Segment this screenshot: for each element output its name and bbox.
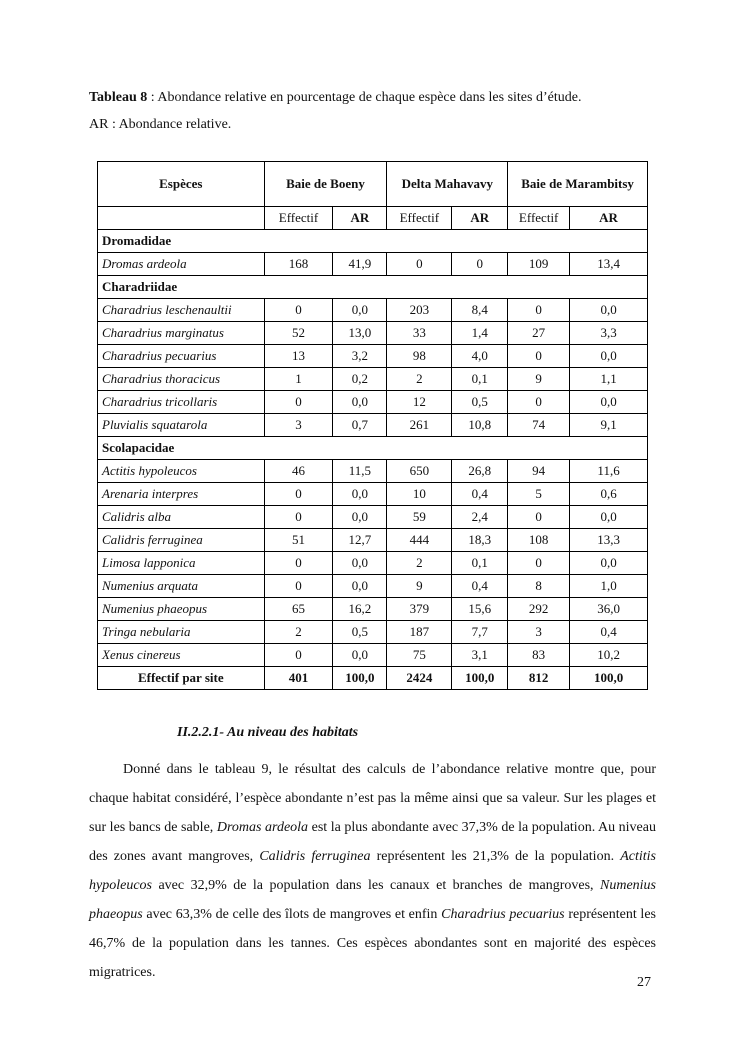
value-cell: 1 — [264, 368, 333, 391]
family-name: Scolapacidae — [98, 437, 648, 460]
table-row — [98, 552, 648, 575]
total-cell: 401 — [264, 667, 333, 690]
species-name: Pluvialis squatarola — [98, 414, 265, 437]
value-cell: 0 — [264, 391, 333, 414]
value-cell: 0,0 — [333, 644, 387, 667]
species-name: Actitis hypoleucos — [98, 460, 265, 483]
value-cell: 15,6 — [452, 598, 508, 621]
value-cell: 0 — [387, 253, 452, 276]
value-cell: 33 — [387, 322, 452, 345]
value-cell: 109 — [508, 253, 570, 276]
family-row — [98, 230, 648, 253]
value-cell: 0 — [452, 253, 508, 276]
value-cell: 83 — [508, 644, 570, 667]
table-row — [98, 575, 648, 598]
table-caption-label: Tableau 8 — [89, 90, 148, 105]
family-row — [98, 276, 648, 299]
value-cell: 0,5 — [452, 391, 508, 414]
value-cell: 0 — [264, 575, 333, 598]
paragraph-text: est la plus abondante avec 37,3% de la population. Au niveau des zones avant mangroves, — [89, 820, 656, 864]
value-cell: 13 — [264, 345, 333, 368]
value-cell: 27 — [508, 322, 570, 345]
value-cell: 0,4 — [452, 575, 508, 598]
species-name: Dromas ardeola — [98, 253, 265, 276]
value-cell: 18,3 — [452, 529, 508, 552]
value-cell: 74 — [508, 414, 570, 437]
value-cell: 11,6 — [570, 460, 648, 483]
table-row — [98, 644, 648, 667]
value-cell: 0,0 — [333, 299, 387, 322]
total-cell: 100,0 — [333, 667, 387, 690]
table-caption-line2: AR : Abondance relative. — [89, 117, 232, 132]
header-empty-cell — [98, 207, 265, 230]
family-name: Charadriidae — [98, 276, 648, 299]
species-name: Charadrius leschenaultii — [98, 299, 265, 322]
species-name: Numenius phaeopus — [98, 598, 265, 621]
value-cell: 0,0 — [570, 345, 648, 368]
value-cell: 203 — [387, 299, 452, 322]
table-caption — [89, 88, 581, 108]
value-cell: 4,0 — [452, 345, 508, 368]
total-cell: 2424 — [387, 667, 452, 690]
family-name: Dromadidae — [98, 230, 648, 253]
value-cell: 0,6 — [570, 483, 648, 506]
header-site-boeny: Baie de Boeny — [264, 162, 387, 207]
value-cell: 3 — [508, 621, 570, 644]
value-cell: 12 — [387, 391, 452, 414]
table-row — [98, 345, 648, 368]
value-cell: 98 — [387, 345, 452, 368]
value-cell: 8,4 — [452, 299, 508, 322]
value-cell: 7,7 — [452, 621, 508, 644]
value-cell: 5 — [508, 483, 570, 506]
header-ar: AR — [452, 207, 508, 230]
value-cell: 10,2 — [570, 644, 648, 667]
table-row — [98, 253, 648, 276]
value-cell: 0 — [508, 299, 570, 322]
total-cell: 100,0 — [570, 667, 648, 690]
species-name: Limosa lapponica — [98, 552, 265, 575]
species-name: Charadrius marginatus — [98, 322, 265, 345]
total-cell: 812 — [508, 667, 570, 690]
value-cell: 261 — [387, 414, 452, 437]
value-cell: 0,0 — [333, 391, 387, 414]
species-mention: Numenius phaeopus — [89, 878, 656, 922]
table-row — [98, 368, 648, 391]
value-cell: 444 — [387, 529, 452, 552]
value-cell: 8 — [508, 575, 570, 598]
value-cell: 0,0 — [570, 299, 648, 322]
value-cell: 0 — [264, 483, 333, 506]
header-effectif: Effectif — [508, 207, 570, 230]
value-cell: 12,7 — [333, 529, 387, 552]
value-cell: 0,1 — [452, 552, 508, 575]
value-cell: 3,3 — [570, 322, 648, 345]
table-row — [98, 414, 648, 437]
species-mention: Actitis hypoleucos — [89, 849, 656, 893]
section-subtitle: II.2.2.1- Au niveau des habitats — [177, 725, 359, 740]
table-row — [98, 598, 648, 621]
species-name: Xenus cinereus — [98, 644, 265, 667]
value-cell: 3 — [264, 414, 333, 437]
value-cell: 51 — [264, 529, 333, 552]
value-cell: 0,0 — [570, 391, 648, 414]
species-name: Charadrius thoracicus — [98, 368, 265, 391]
paragraph-text: avec 63,3% de celle des îlots de mangroves et enfin — [142, 907, 442, 922]
paragraph-text: représentent les 21,3% de la population. — [370, 849, 621, 864]
total-row — [98, 667, 648, 690]
value-cell: 2 — [387, 368, 452, 391]
value-cell: 10,8 — [452, 414, 508, 437]
value-cell: 0 — [264, 552, 333, 575]
value-cell: 650 — [387, 460, 452, 483]
table-row — [98, 621, 648, 644]
body-paragraph — [89, 755, 656, 987]
header-site-mahavavy: Delta Mahavavy — [387, 162, 508, 207]
total-label: Effectif par site — [98, 667, 265, 690]
table-caption-text: : Abondance relative en pourcentage de chaque espèce dans les sites d’étude. — [147, 90, 582, 105]
value-cell: 9 — [387, 575, 452, 598]
species-name: Calidris ferruginea — [98, 529, 265, 552]
abundance-table — [97, 161, 648, 690]
species-mention: Calidris ferruginea — [259, 849, 371, 864]
total-cell: 100,0 — [452, 667, 508, 690]
value-cell: 0,5 — [333, 621, 387, 644]
value-cell: 65 — [264, 598, 333, 621]
species-name: Numenius arquata — [98, 575, 265, 598]
table-row — [98, 529, 648, 552]
value-cell: 13,4 — [570, 253, 648, 276]
value-cell: 36,0 — [570, 598, 648, 621]
species-name: Charadrius pecuarius — [98, 345, 265, 368]
value-cell: 1,1 — [570, 368, 648, 391]
value-cell: 0,0 — [333, 552, 387, 575]
value-cell: 0,1 — [452, 368, 508, 391]
value-cell: 0,0 — [570, 552, 648, 575]
value-cell: 9 — [508, 368, 570, 391]
paragraph-text: représentent les 46,7% de la population dans les tannes. Ces espèces abondantes sont en majorité des espèces migratrices. — [89, 907, 656, 980]
header-effectif: Effectif — [387, 207, 452, 230]
table-row — [98, 460, 648, 483]
value-cell: 0 — [264, 299, 333, 322]
paragraph-text: avec 32,9% de la population dans les canaux et branches de mangroves, — [151, 878, 600, 893]
value-cell: 0 — [264, 644, 333, 667]
value-cell: 168 — [264, 253, 333, 276]
value-cell: 0,4 — [452, 483, 508, 506]
table-row — [98, 299, 648, 322]
species-name: Calidris alba — [98, 506, 265, 529]
value-cell: 0 — [264, 506, 333, 529]
value-cell: 41,9 — [333, 253, 387, 276]
header-site-marambitsy: Baie de Marambitsy — [508, 162, 648, 207]
paragraph-text: Donné dans le tableau 9, le résultat des calculs de l’abondance relative montre que, pour chaque habitat considéré, l’espèce abondante n’est pas la même ainsi que sa valeur. Sur les plages et sur les bancs de sable, — [89, 762, 656, 835]
value-cell: 0,7 — [333, 414, 387, 437]
value-cell: 0,0 — [333, 483, 387, 506]
value-cell: 11,5 — [333, 460, 387, 483]
value-cell: 59 — [387, 506, 452, 529]
value-cell: 0 — [508, 552, 570, 575]
value-cell: 13,0 — [333, 322, 387, 345]
table-body — [98, 230, 648, 667]
value-cell: 52 — [264, 322, 333, 345]
value-cell: 1,4 — [452, 322, 508, 345]
value-cell: 0,0 — [333, 575, 387, 598]
value-cell: 3,2 — [333, 345, 387, 368]
value-cell: 94 — [508, 460, 570, 483]
value-cell: 187 — [387, 621, 452, 644]
value-cell: 2 — [264, 621, 333, 644]
value-cell: 2 — [387, 552, 452, 575]
value-cell: 2,4 — [452, 506, 508, 529]
value-cell: 0 — [508, 391, 570, 414]
value-cell: 0 — [508, 506, 570, 529]
species-name: Charadrius tricollaris — [98, 391, 265, 414]
value-cell: 16,2 — [333, 598, 387, 621]
page-number: 27 — [637, 975, 651, 990]
header-species: Espèces — [98, 162, 265, 207]
value-cell: 26,8 — [452, 460, 508, 483]
species-name: Tringa nebularia — [98, 621, 265, 644]
value-cell: 108 — [508, 529, 570, 552]
value-cell: 292 — [508, 598, 570, 621]
species-name: Arenaria interpres — [98, 483, 265, 506]
value-cell: 0,4 — [570, 621, 648, 644]
value-cell: 0,0 — [333, 506, 387, 529]
value-cell: 10 — [387, 483, 452, 506]
table-row — [98, 322, 648, 345]
value-cell: 1,0 — [570, 575, 648, 598]
species-mention: Dromas ardeola — [216, 820, 309, 835]
header-effectif: Effectif — [264, 207, 333, 230]
value-cell: 9,1 — [570, 414, 648, 437]
value-cell: 379 — [387, 598, 452, 621]
table-row — [98, 506, 648, 529]
table-row — [98, 391, 648, 414]
family-row — [98, 437, 648, 460]
value-cell: 0,0 — [570, 506, 648, 529]
species-mention: Charadrius pecuarius — [441, 907, 565, 922]
value-cell: 0,2 — [333, 368, 387, 391]
table-row — [98, 483, 648, 506]
value-cell: 46 — [264, 460, 333, 483]
header-ar: AR — [333, 207, 387, 230]
value-cell: 13,3 — [570, 529, 648, 552]
header-ar: AR — [570, 207, 648, 230]
value-cell: 3,1 — [452, 644, 508, 667]
value-cell: 75 — [387, 644, 452, 667]
value-cell: 0 — [508, 345, 570, 368]
